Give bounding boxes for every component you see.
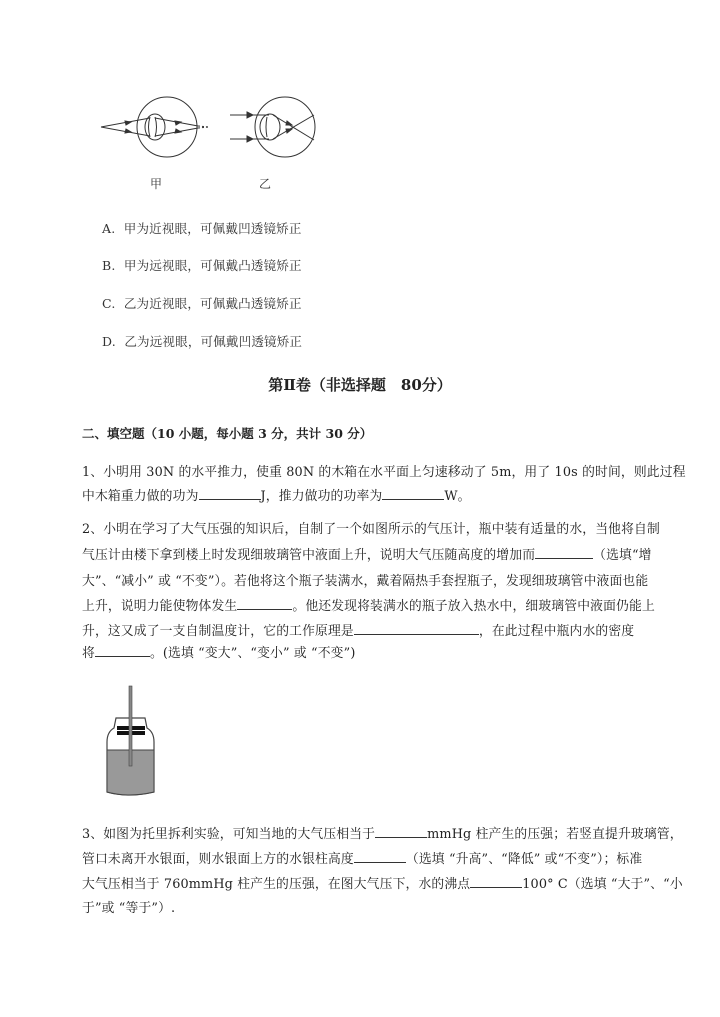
q3-blank-3[interactable]	[470, 875, 522, 888]
eye-diagram-jia	[101, 97, 209, 157]
option-d[interactable]: D. 乙为远视眼，可佩戴凹透镜矫正	[102, 334, 303, 349]
q2-blank-2[interactable]	[237, 597, 292, 610]
q1-blank-2[interactable]	[382, 487, 444, 500]
figure-label-yi: 乙	[259, 177, 272, 191]
q3-line-1: 3、如图为托里拆利实验，可知当地的大气压相当于 mmHg 柱产生的压强；若竖直提升玻璃管，	[82, 827, 683, 842]
option-b[interactable]: B. 甲为远视眼，可佩戴凸透镜矫正	[102, 258, 302, 273]
q2-line-5: 升，这又成了一支自制温度计，它的工作原理是 ，在此过程中瓶内水的密度	[82, 624, 635, 639]
q2-blank-1[interactable]	[535, 546, 593, 559]
bottle-barometer-figure	[100, 680, 180, 800]
q3-blank-2[interactable]	[354, 850, 406, 863]
q3-blank-1[interactable]	[375, 825, 427, 838]
eye-diagram-yi	[230, 97, 315, 157]
q2-blank-3[interactable]	[354, 622, 479, 635]
q2-line-3: 大”、“减小” 或 “不变”）。若他将这个瓶子装满水，戴着隔热手套捏瓶子，发现细玻璃管中液面也能	[82, 574, 649, 589]
q2-line-1: 2、小明在学习了大气压强的知识后，自制了一个如图所示的气压计，瓶中装有适量的水，当他将自制	[82, 522, 660, 537]
q2-blank-4[interactable]	[95, 644, 150, 657]
q2-line-6: 将 。(选填 “变大”、“变小” 或 “不变”)	[82, 646, 356, 661]
q1-line-2: 中木箱重力做的功为 J，推力做功的功率为 W。	[82, 489, 471, 504]
section-subtitle: 二、填空题（10 小题，每小题 3 分，共计 30 分）	[82, 426, 373, 441]
q2-line-4: 上升，说明力能使物体发生 。他还发现将装满水的瓶子放入热水中，细玻璃管中液面仍能上	[82, 599, 655, 614]
section-title: 第Ⅱ卷（非选择题 80分）	[268, 376, 452, 394]
q3-line-2: 管口未离开水银面，则水银面上方的水银柱高度 （选填 “升高”、“降低” 或“不变”）；标准	[82, 852, 643, 867]
q1-line-1: 1、小明用 30N 的水平推力，使重 80N 的木箱在水平面上匀速移动了 5m，用了 10s 的时间，则此过程	[82, 465, 686, 480]
q1-blank-1[interactable]	[199, 487, 261, 500]
option-a[interactable]: A. 甲为近视眼，可佩戴凹透镜矫正	[102, 221, 302, 236]
figure-label-jia: 甲	[150, 177, 163, 191]
q3-line-4: 于”或 “等于”）.	[82, 901, 176, 916]
option-c[interactable]: C. 乙为近视眼，可佩戴凸透镜矫正	[102, 296, 302, 311]
q2-line-2: 气压计由楼下拿到楼上时发现细玻璃管中液面上升，说明大气压随高度的增加而 （选填“增	[82, 548, 652, 563]
eye-diagrams-figure	[95, 95, 335, 170]
q3-line-3: 大气压相当于 760mmHg 柱产生的压强，在图大气压下，水的沸点 100° C（选填 “大于”、“小	[82, 877, 683, 892]
